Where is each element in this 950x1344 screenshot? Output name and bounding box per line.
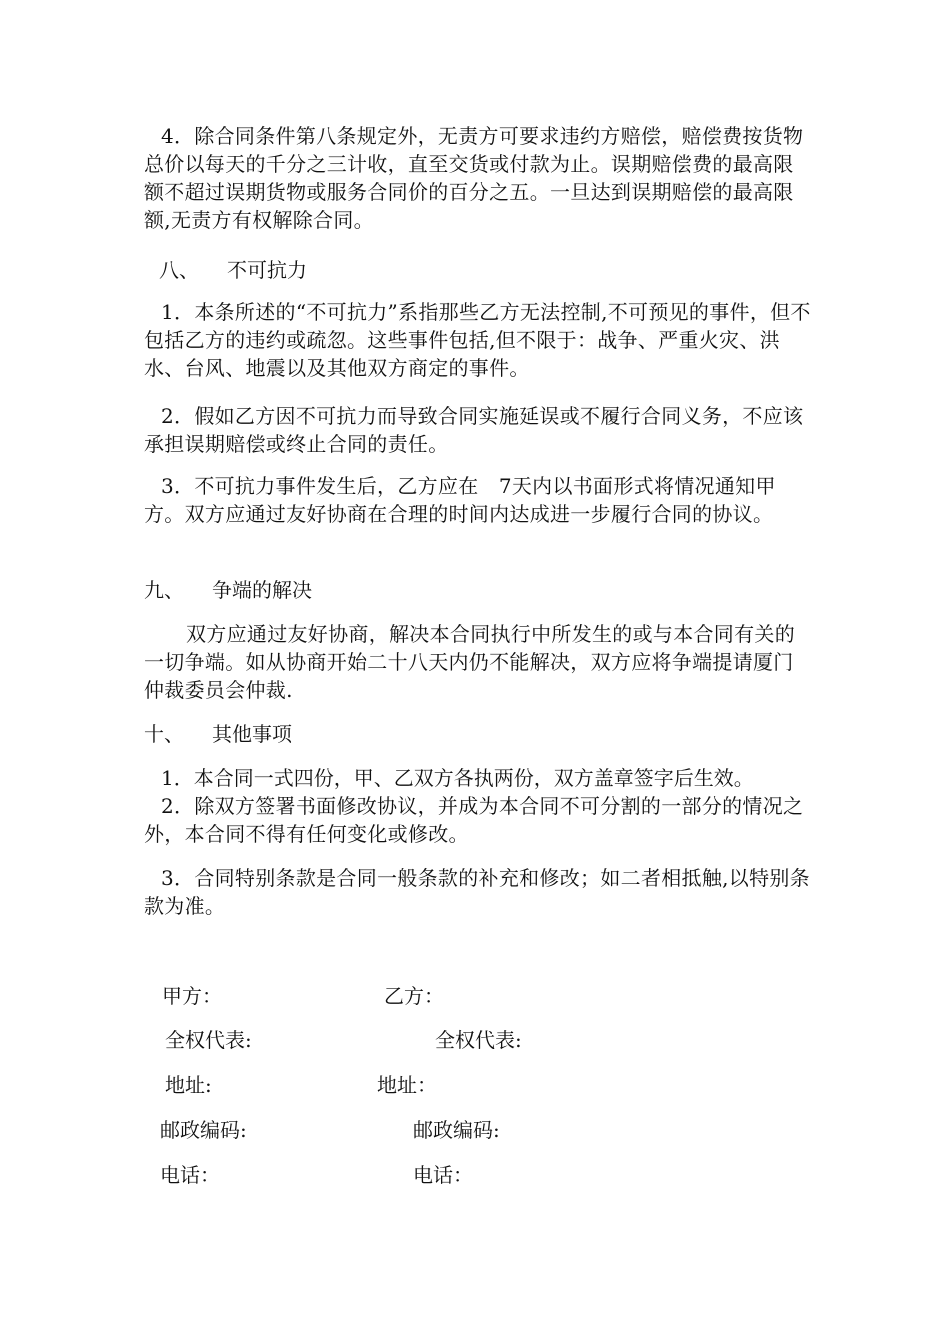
- party-a-representative-label: 全权代表:: [165, 1028, 252, 1052]
- clause-9-item-1: 双方应通过友好协商，解决本合同执行中所发生的或与本合同有关的一切争端。如从协商开始二十八天内仍不能解决，双方应将争端提请厦门仲裁委员会仲裁.: [144, 622, 795, 702]
- party-b-postcode-label: 邮政编码:: [413, 1118, 500, 1142]
- clause-7-item-4: 4．除合同条件第八条规定外，无责方可要求违约方赔偿，赔偿费按货物总价以每天的千分之三计收，直至交货或付款为止。误期赔偿费的最高限额不超过误期货物或服务合同价的百分之五。一旦达到误期赔偿的最高限额,无责方有权解除合同。: [144, 124, 804, 232]
- clause-8-item-2: 2．假如乙方因不可抗力而导致合同实施延误或不履行合同义务，不应该承担误期赔偿或终止合同的责任。: [144, 404, 804, 456]
- party-b-representative-label: 全权代表:: [435, 1028, 522, 1052]
- clause-10-heading: [144, 720, 292, 748]
- clause-9-heading: [144, 576, 312, 604]
- clause-8-heading: [159, 256, 307, 284]
- clause-8-item-1: 1．本条所述的“不可抗力”系指那些乙方无法控制,不可预见的事件，但不包括乙方的违约或疏忽。这些事件包括,但不限于：战争、严重火灾、洪水、台风、地震以及其他双方商定的事件。: [144, 300, 811, 380]
- clause-10-item-2: 2．除双方签署书面修改协议，并成为本合同不可分割的一部分的情况之外，本合同不得有任何变化或修改。: [144, 794, 804, 846]
- party-a-phone-label: 电话：: [160, 1163, 220, 1187]
- clause-10-number: 十、: [144, 722, 184, 746]
- party-a-label: 甲方：: [162, 984, 222, 1008]
- party-b-phone-label: 电话：: [413, 1163, 473, 1187]
- clause-8-item-3: 3．不可抗力事件发生后，乙方应在 7天内以书面形式将情况通知甲方。双方应通过友好协商在合理的时间内达成进一步履行合同的协议。: [144, 474, 776, 526]
- clause-10-item-3: 3．合同特别条款是合同一般条款的补充和修改；如二者相抵触,以特别条款为准。: [144, 866, 810, 918]
- clause-8-title: 不可抗力: [227, 258, 307, 282]
- party-a-postcode-label: 邮政编码:: [160, 1118, 247, 1142]
- clause-10-title: 其他事项: [212, 722, 292, 746]
- clause-9-number: 九、: [144, 578, 184, 602]
- clause-10-item-1: 1．本合同一式四份，甲、乙双方各执两份，双方盖章签字后生效。: [161, 766, 754, 790]
- clause-9-title: 争端的解决: [212, 578, 312, 602]
- party-b-address-label: 地址：: [377, 1073, 437, 1097]
- clause-8-number: 八、: [159, 258, 199, 282]
- party-a-address-label: 地址:: [165, 1073, 212, 1097]
- party-b-label: 乙方：: [384, 984, 444, 1008]
